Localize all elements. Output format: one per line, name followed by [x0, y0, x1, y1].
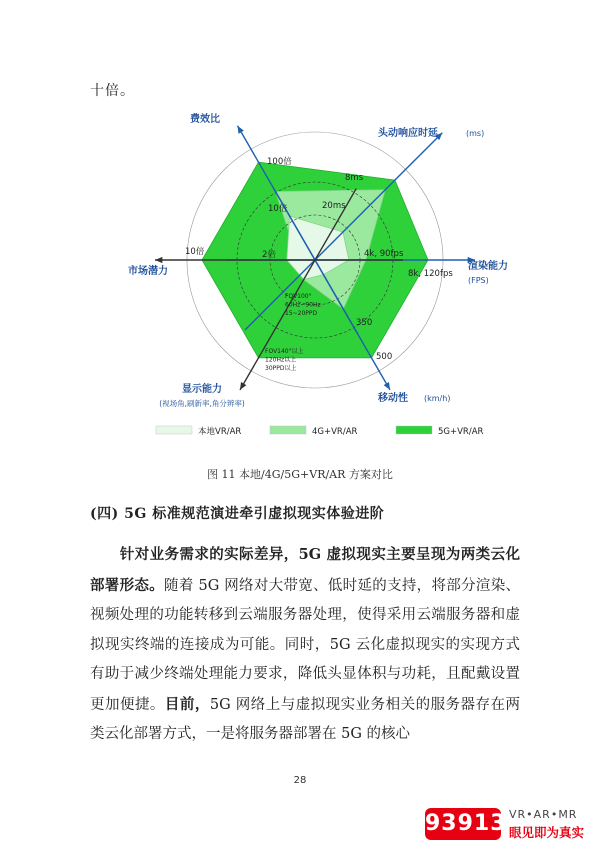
axis-label-0: 费效比 — [190, 114, 220, 125]
logo-number: 93913 — [425, 808, 501, 840]
site-logo — [425, 806, 600, 846]
tick-label-3-0: 350 — [356, 318, 373, 328]
legend-label-0: 本地VR/AR — [198, 427, 242, 437]
tick-label-5-1: 2倍 — [262, 250, 276, 260]
tick-label-5-0: 10倍 — [185, 247, 205, 257]
legend-swatch-0 — [156, 426, 192, 434]
legend-label-1: 4G+VR/AR — [312, 427, 358, 437]
tick-label-4-0-0: FOV140°以上 — [265, 348, 304, 355]
page-number: 28 — [293, 775, 307, 786]
axis-unit-1: (ms) — [466, 129, 485, 138]
tick-label-0-1: 10倍 — [268, 204, 288, 214]
section-title: (四) 5G 标准规范演进牵引虚拟现实体验进阶 — [90, 506, 385, 522]
tick-label-4-1-1: 60Hz~90Hz — [285, 301, 321, 309]
tick-label-1-1: 20ms — [322, 201, 346, 211]
logo-line-2: 眼见即为真实 — [509, 825, 585, 840]
paragraph-body-2: 同时，5G 云化虚拟现实的实现方式有助于减少终端处理能力要求，降低头显体积与功耗，且配戴设置更加便捷。 — [90, 636, 520, 713]
logo-line-1: VR•AR•MR — [509, 808, 578, 821]
axis-label-5: 市场潜力 — [128, 266, 168, 277]
tick-label-2-0: 4k, 90fps — [364, 249, 404, 259]
tick-label-4-1-2: 15~20PPD — [285, 310, 318, 317]
tick-label-0-0: 100倍 — [267, 157, 292, 167]
paragraph-lead: 针对业务需求的实际差异，5G 虚拟现实主要呈现为两类云化部署形态。 — [90, 546, 520, 594]
paragraph-body-4: 5G 网络上与虚拟现实业务相关的服务器存在两类云化部署方式，一是将服务器部署在 5G 的核心 — [90, 696, 520, 742]
tick-label-4-0-1: 120Hz以上 — [265, 356, 297, 364]
legend-swatch-2 — [396, 426, 432, 434]
legend-label-2: 5G+VR/AR — [438, 427, 484, 437]
axis-label-1: 头动响应时延 — [378, 128, 438, 139]
axis-unit-3: (km/h) — [424, 394, 451, 403]
tick-label-1-0: 8ms — [345, 173, 364, 183]
tick-label-4-1-0: FOV100° — [285, 293, 312, 300]
legend-swatch-1 — [270, 426, 306, 434]
axis-unit-2: (FPS) — [468, 276, 489, 285]
axis-label-4: 显示能力 — [182, 384, 222, 395]
tick-label-3-1: 500 — [376, 352, 393, 362]
tick-label-4-0-2: 30PPD以上 — [265, 365, 297, 372]
axis-label-3: 移动性 — [378, 393, 408, 404]
intro-text: 十倍。 — [90, 83, 135, 99]
paragraph-body-1: 随着 5G 网络对大带宽、低时延的支持，将部分渲染、视频处理的功能转移到云端服务器处理，使得采用云端服务器和虚拟现实终端的连接成为可能。 — [90, 577, 520, 653]
radar-chart — [100, 112, 520, 442]
paragraph-body-3: 目前， — [164, 695, 210, 713]
axis-label-2: 渲染能力 — [468, 261, 508, 272]
figure-caption: 图 11 本地/4G/5G+VR/AR 方案对比 — [207, 468, 393, 481]
axis-unit-4: (视场角,刷新率,角分辨率) — [159, 399, 245, 408]
tick-label-2-1: 8k, 120fps — [408, 269, 453, 279]
axis-arrow-5 — [155, 257, 162, 263]
body-paragraph — [90, 540, 520, 750]
